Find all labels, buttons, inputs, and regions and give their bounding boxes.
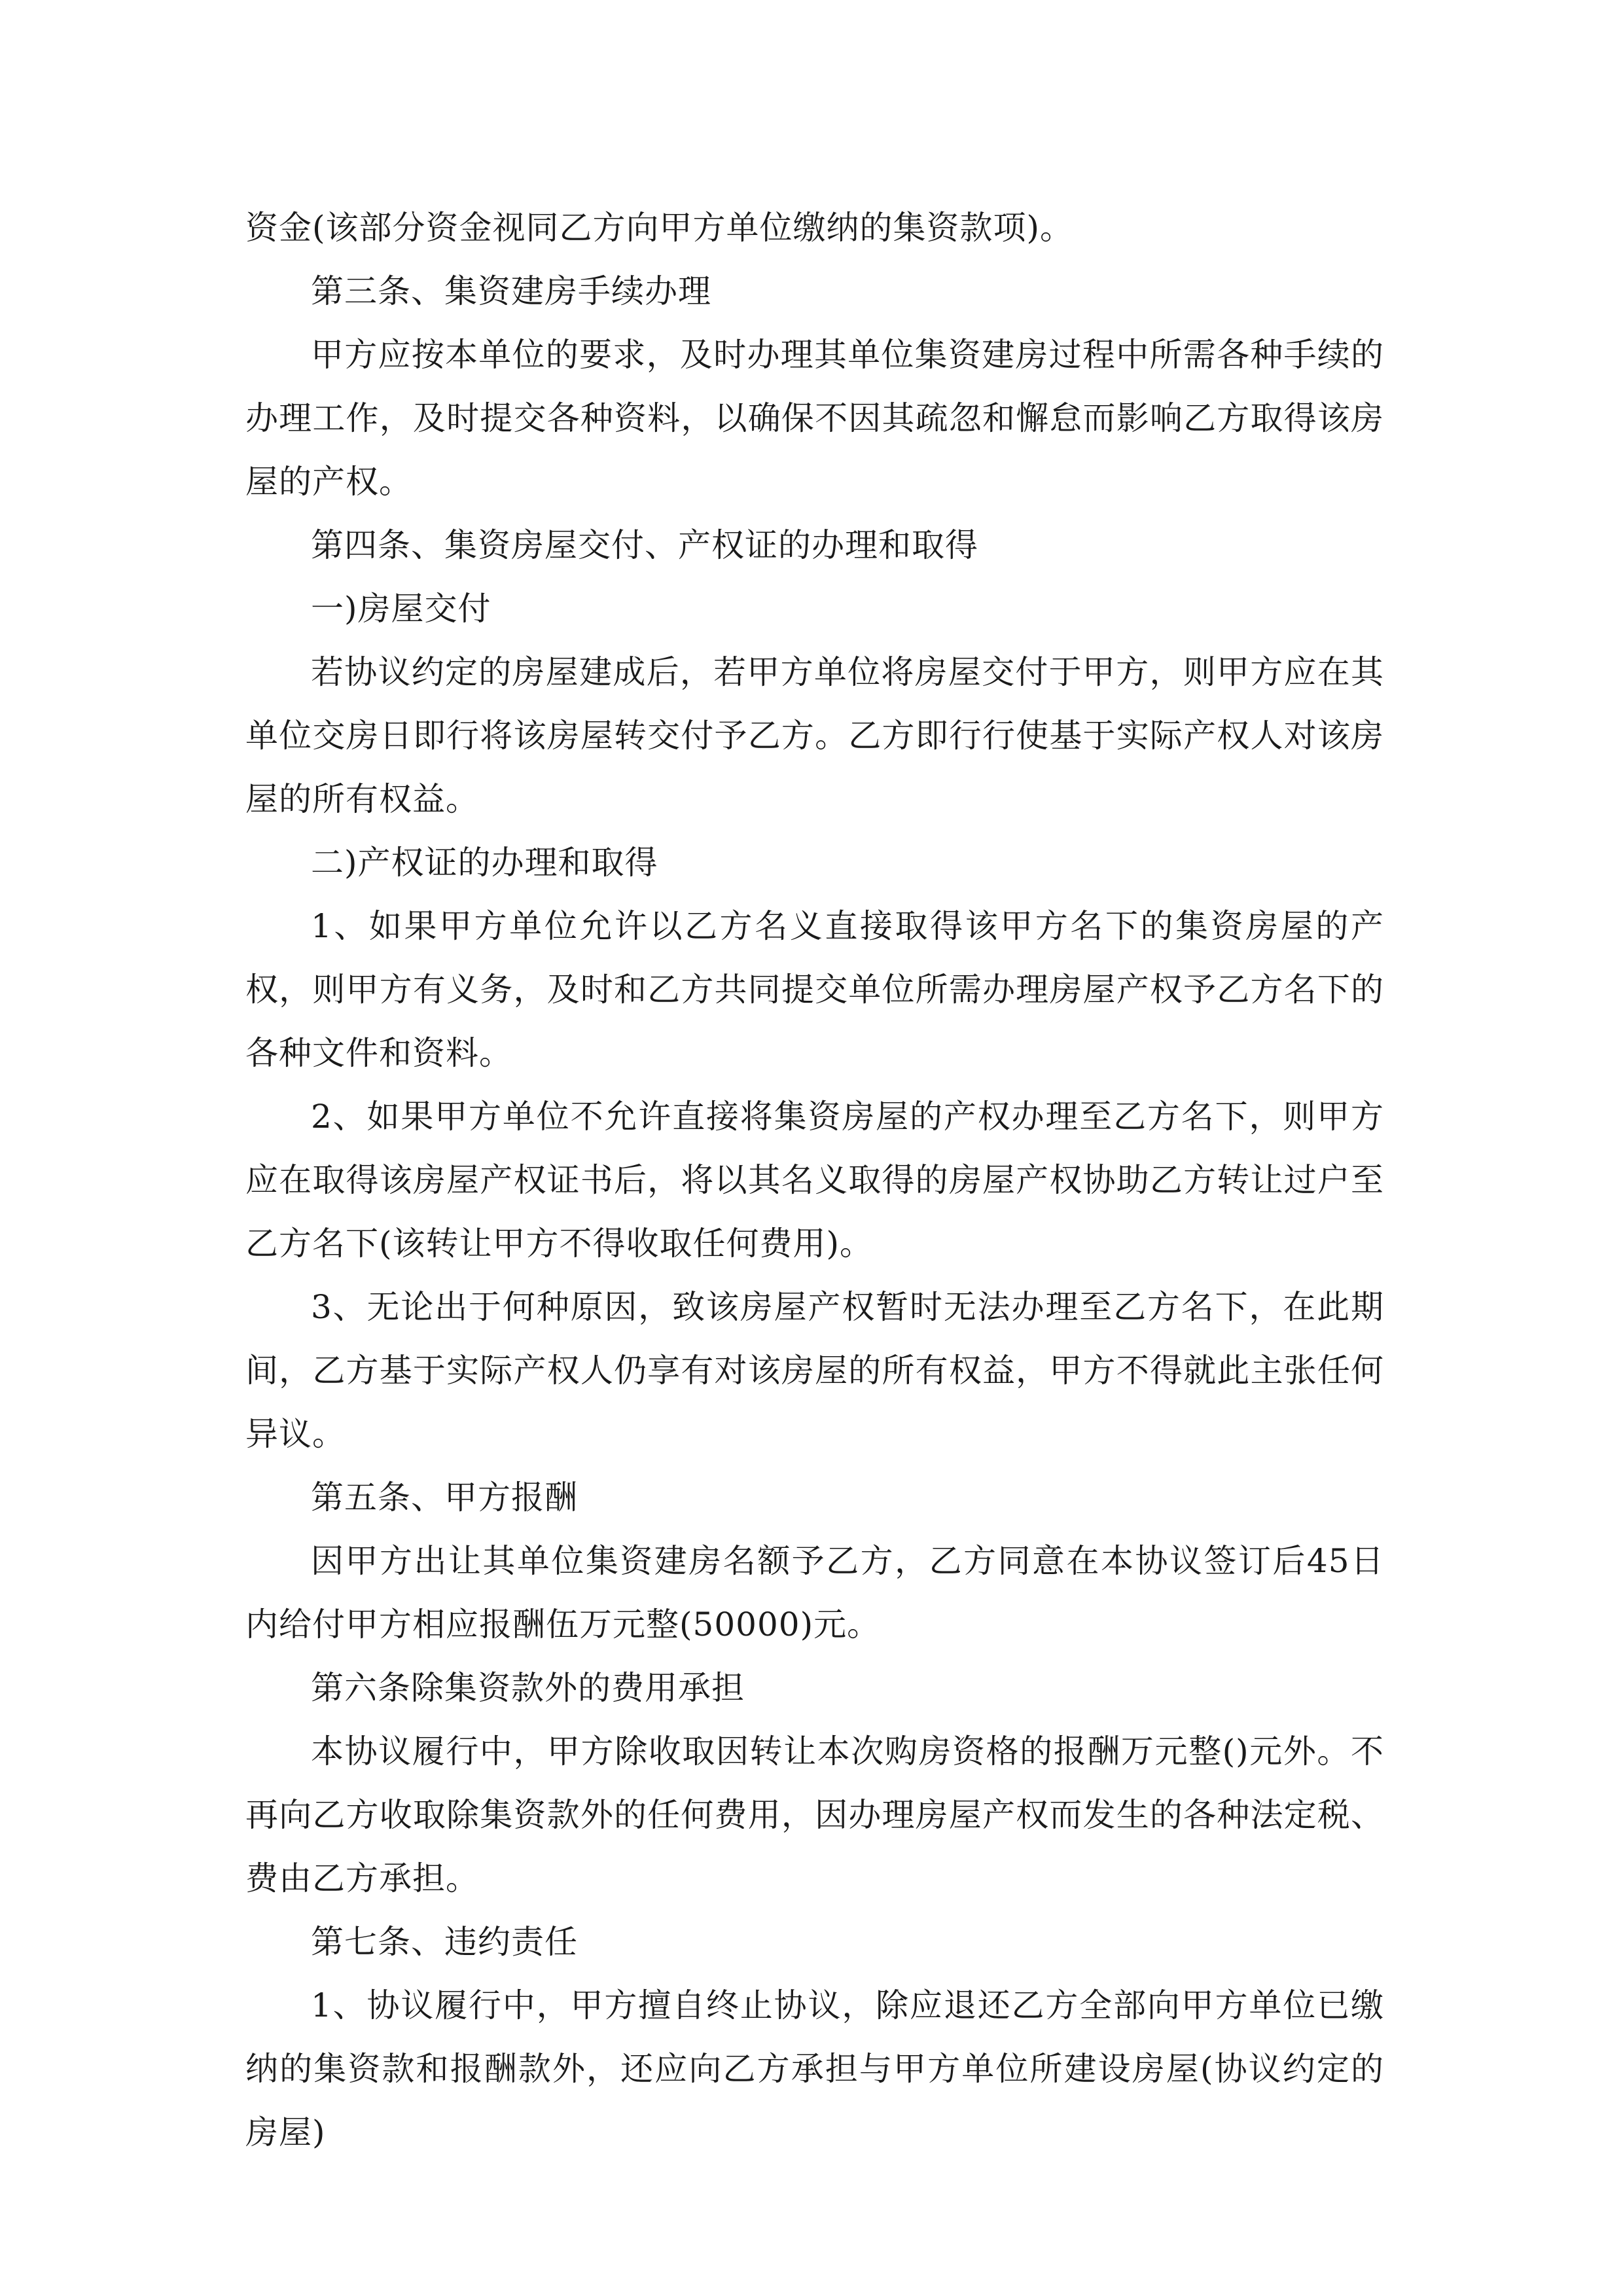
subsection-heading-property-certificate: 二)产权证的办理和取得 [311, 844, 658, 882]
section-heading-article-3: 第三条、集资建房手续办理 [311, 272, 711, 310]
list-item: 3、无论出于何种原因，致该房屋产权暂时无法办理至乙方名下，在此期间，乙方基于实际产权人仍享有对该房屋的所有权益，甲方不得就此主张任何异议。 [245, 1288, 1384, 1453]
document-body [245, 196, 1384, 2164]
section-heading-article-4: 第四条、集资房屋交付、产权证的办理和取得 [311, 526, 978, 564]
paragraph: 若协议约定的房屋建成后，若甲方单位将房屋交付于甲方，则甲方应在其单位交房日即行将该房屋转交付予乙方。乙方即行行使基于实际产权人对该房屋的所有权益。 [245, 653, 1384, 818]
paragraph: 甲方应按本单位的要求，及时办理其单位集资建房过程中所需各种手续的办理工作，及时提交各种资料，以确保不因其疏忽和懈怠而影响乙方取得该房屋的产权。 [245, 336, 1384, 501]
subsection-heading-house-delivery: 一)房屋交付 [311, 590, 491, 628]
paragraph: 本协议履行中，甲方除收取因转让本次购房资格的报酬万元整()元外。不再向乙方收取除集资款外的任何费用，因办理房屋产权而发生的各种法定税、费由乙方承担。 [245, 1732, 1384, 1897]
paragraph: 因甲方出让其单位集资建房名额予乙方，乙方同意在本协议签订后45日内给付甲方相应报酬伍万元整(50000)元。 [245, 1542, 1384, 1643]
list-item: 2、如果甲方单位不允许直接将集资房屋的产权办理至乙方名下，则甲方应在取得该房屋产权证书后，将以其名义取得的房屋产权协助乙方转让过户至乙方名下(该转让甲方不得收取任何费用)。 [245, 1098, 1384, 1263]
list-item: 1、如果甲方单位允许以乙方名义直接取得该甲方名下的集资房屋的产权，则甲方有义务，及时和乙方共同提交单位所需办理房屋产权予乙方名下的各种文件和资料。 [245, 907, 1384, 1072]
section-heading-article-5: 第五条、甲方报酬 [311, 1479, 578, 1516]
list-item: 1、协议履行中，甲方擅自终止协议，除应退还乙方全部向甲方单位已缴纳的集资款和报酬款外，还应向乙方承担与甲方单位所建设房屋(协议约定的房屋) [245, 1986, 1384, 2151]
section-heading-article-6: 第六条除集资款外的费用承担 [311, 1669, 745, 1707]
section-heading-article-7: 第七条、违约责任 [311, 1923, 578, 1961]
paragraph-continuation: 资金(该部分资金视同乙方向甲方单位缴纳的集资款项)。 [245, 209, 1074, 247]
